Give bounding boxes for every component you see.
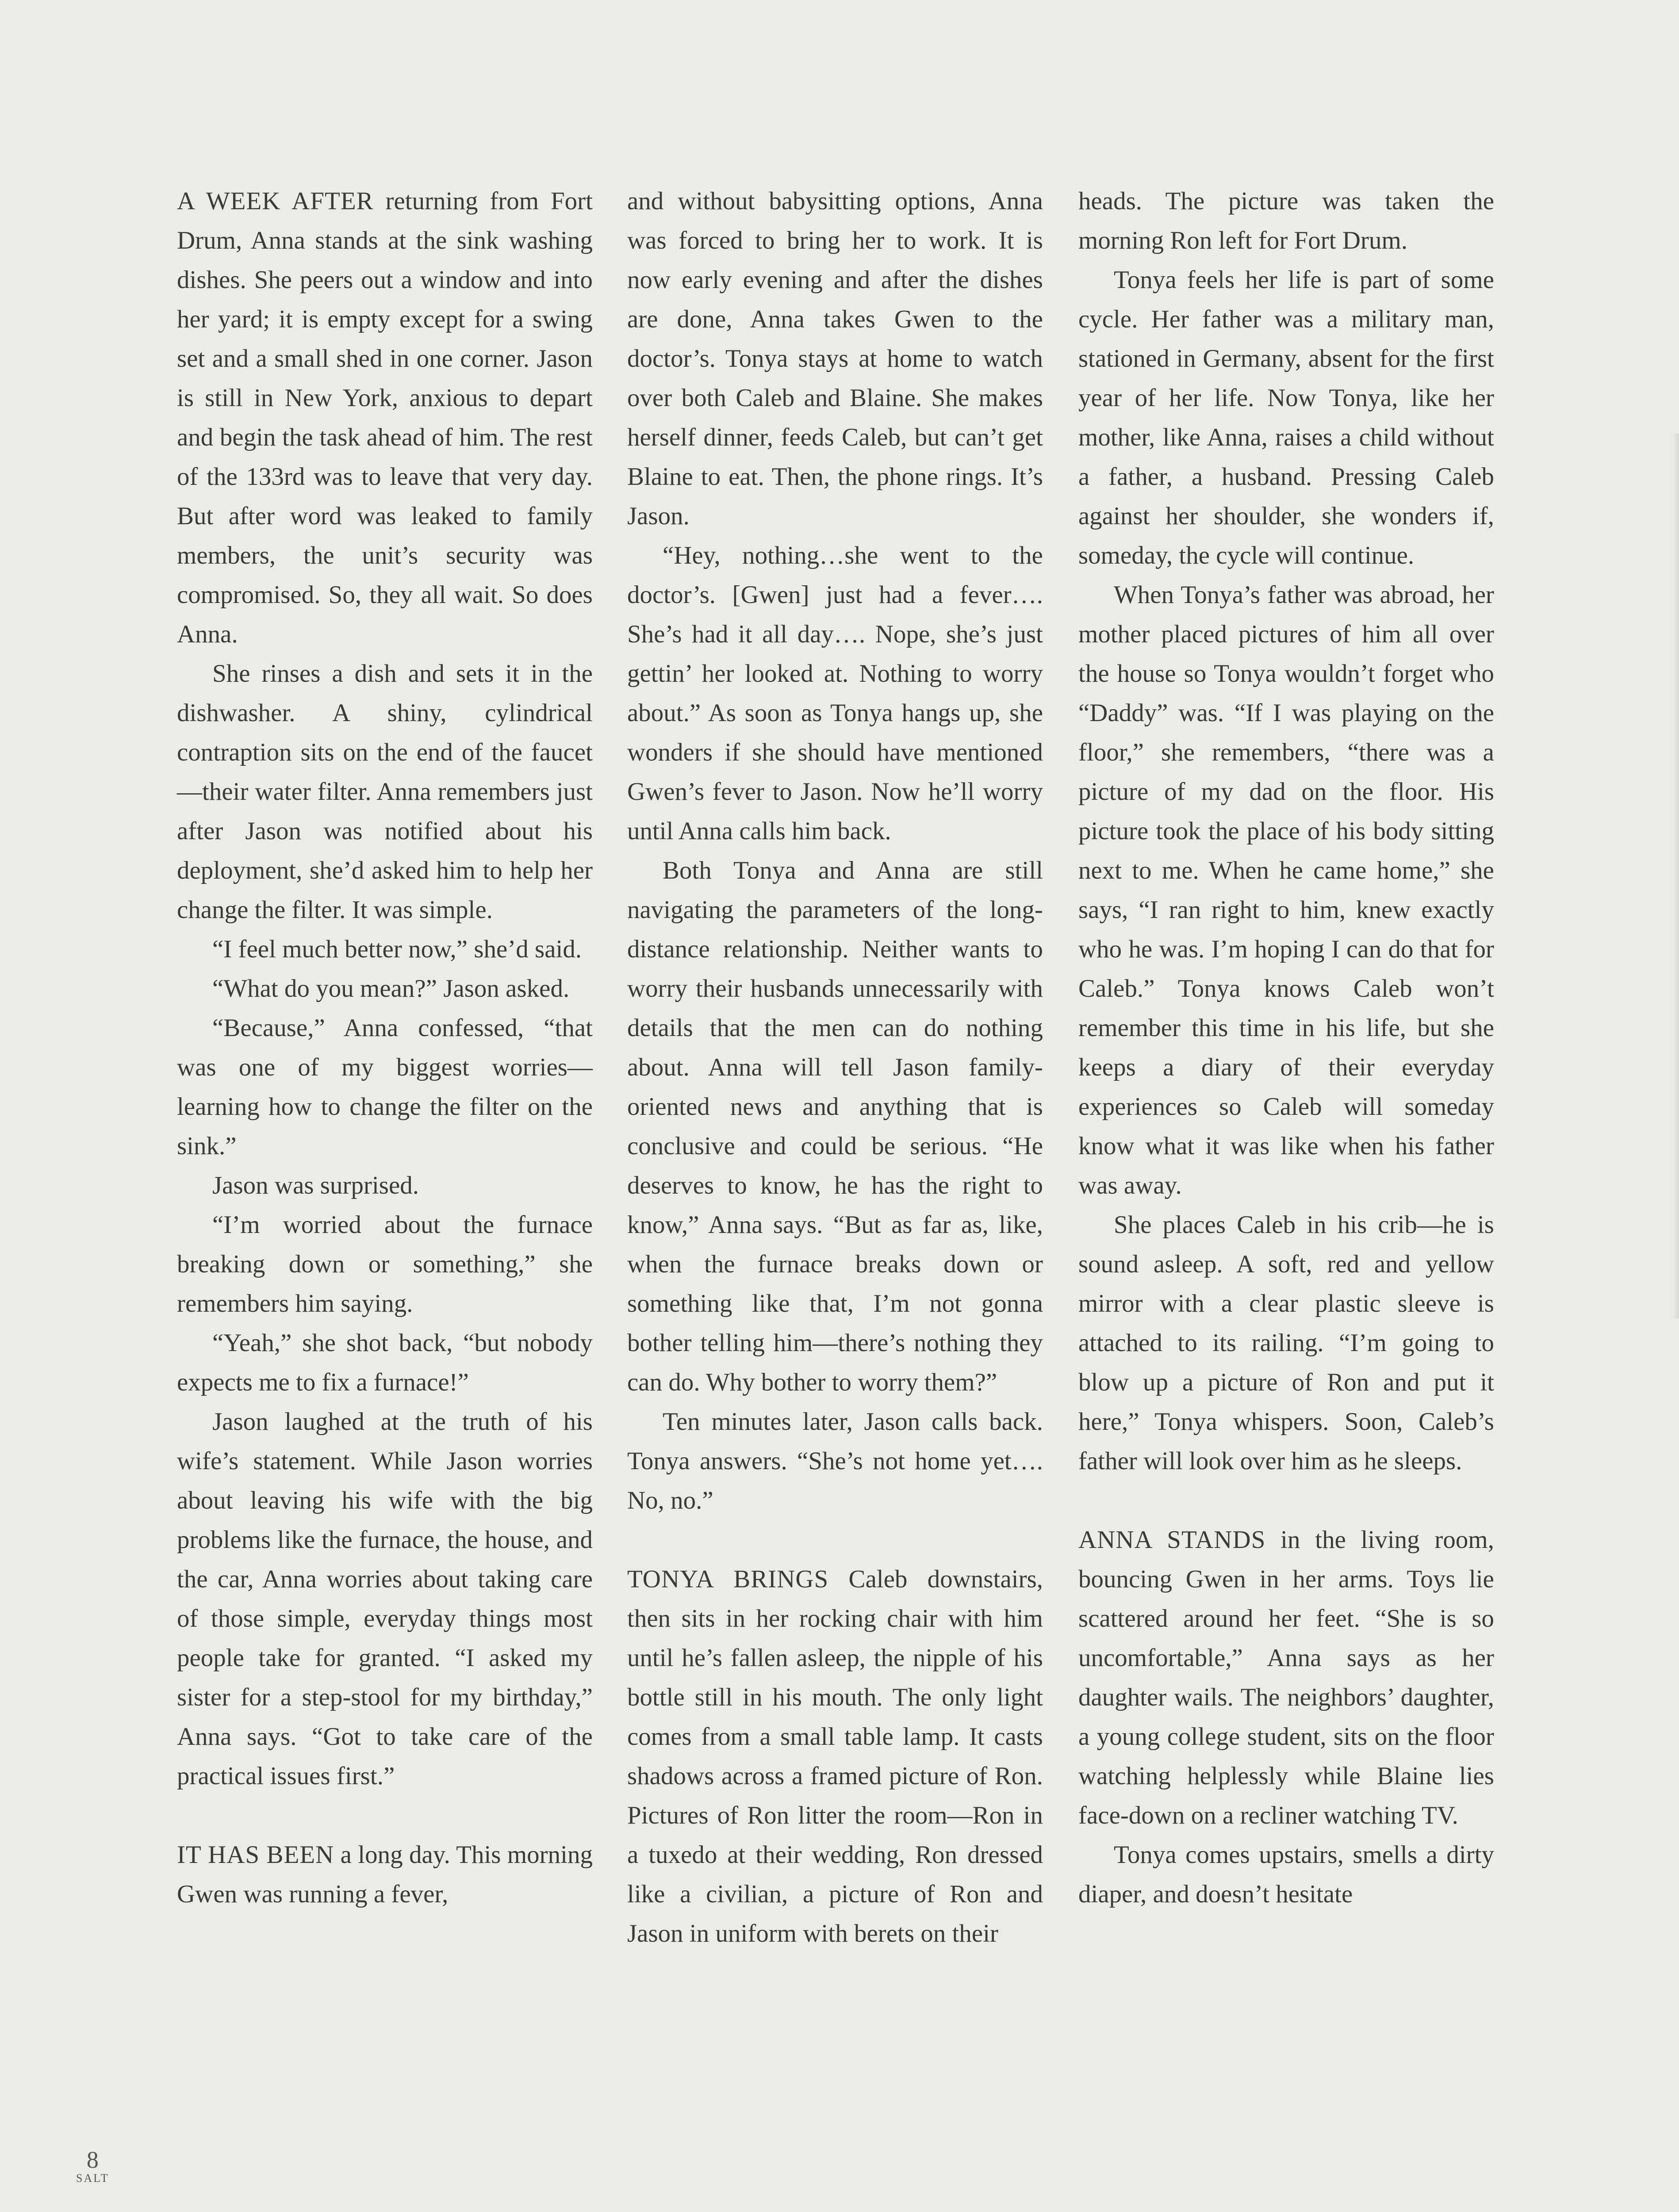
paragraph: Tonya comes upstairs, smells a dirty diaper, and doesn’t hesitate <box>1078 1841 1494 1908</box>
paragraph: Jason laughed at the truth of his wife’s statement. While Jason worries about leaving his wife with the big problems like the furnace, the house, and the car, Anna worries about taking care of those simple, everyday things most people take for granted. “I asked my sister for a step-stool for my birthday,” Anna says. “Got to take care of the practical issues first.” <box>177 1408 593 1790</box>
paragraph: “I’m worried about the furnace breaking down or something,” she remembers him saying. <box>177 1211 593 1317</box>
section-lead-in: TONYA BRINGS <box>627 1565 829 1593</box>
paragraph: ANNA STANDS in the living room, bouncing Gwen in her arms. Toys lie scattered around her feet. “She is so uncomfortable,” Anna says as her daughter wails. The neighbors’ daughter, a young college student, sits on the floor watching helplessly while Blaine lies face-down on a recliner watching TV. <box>1078 1526 1494 1829</box>
section-lead-in: A WEEK AFTER <box>177 187 374 215</box>
paragraph: She rinses a dish and sets it in the dishwasher. A shiny, cylindrical contraption sits on the end of the faucet—their water filter. Anna remembers just after Jason was notified about his deployment, she’d asked him to help her change the filter. It was simple. <box>177 660 593 924</box>
paragraph: IT HAS BEEN a long day. This morning Gwen was running a fever, <box>177 1841 593 1908</box>
page-folio <box>76 2148 109 2185</box>
paragraph: “I feel much better now,” she’d said. <box>212 935 582 963</box>
paragraph: TONYA BRINGS Caleb downstairs, then sits in her rocking chair with him until he’s fallen asleep, the nipple of his bottle still in his mouth. The only light comes from a small table lamp. It casts shadows across a framed picture of Ron. Pictures of Ron litter the room—Ron in a tuxedo at their wedding, Ron dressed like a civilian, a picture of Ron and Jason in uniform with berets on their <box>627 1565 1043 1947</box>
paragraph: When Tonya’s father was abroad, her mother placed pictures of him all over the house so Tonya wouldn’t forget who “Daddy” was. “If I was playing on the floor,” she remembers, “there was a picture of my dad on the floor. His picture took the place of his body sitting next to me. When he came home,” she says, “I ran right to him, knew exactly who he was. I’m hoping I can do that for Caleb.” Tonya knows Caleb won’t remember this time in his life, but she keeps a diary of their everyday experiences so Caleb will someday know what it was like when his father was away. <box>1078 581 1494 1199</box>
paragraph: Ten minutes later, Jason calls back. Tonya answers. “She’s not home yet…. No, no.” <box>627 1408 1043 1514</box>
paragraph: A WEEK AFTER returning from Fort Drum, Anna stands at the sink washing dishes. She peers out a window and into her yard; it is empty except for a swing set and a small shed in one corner. Jason is still in New York, anxious to depart and begin the task ahead of him. The rest of the 133rd was to leave that very day. But after word was leaked to family members, the unit’s security was compromised. So, they all wait. So does Anna. <box>177 187 593 648</box>
paragraph: Both Tonya and Anna are still navigating the parameters of the long-distance relationship. Neither wants to worry their husbands unnecessarily with details that the men can do nothing about. Anna will tell Jason family-oriented news and anything that is conclusive and could be serious. “He deserves to know, he has the right to know,” Anna says. “But as far as, like, when the furnace breaks down or something like that, I’m not gonna bother telling him—there’s nothing they can do. Why bother to worry them?” <box>627 856 1043 1396</box>
paragraph: “What do you mean?” Jason asked. <box>212 975 570 1002</box>
paragraph: “Because,” Anna confessed, “that was one of my biggest worries—learning how to change the filter on the sink.” <box>177 1014 593 1160</box>
paragraph: She places Caleb in his crib—he is sound asleep. A soft, red and yellow mirror with a clear plastic sleeve is attached to its railing. “I’m going to blow up a picture of Ron and put it here,” Tonya whispers. Soon, Caleb’s father will look over him as he sleeps. <box>1078 1211 1494 1475</box>
magazine-name: SALT <box>76 2172 109 2185</box>
paragraph: heads. The picture was taken the morning Ron left for Fort Drum. <box>1078 187 1494 254</box>
article-column-3 <box>1078 181 1494 1914</box>
page-edge-shadow <box>1673 434 1679 1318</box>
article-column-2 <box>627 181 1043 1953</box>
paragraph: “Hey, nothing…she went to the doctor’s. [Gwen] just had a fever…. She’s had it all day…. Nope, she’s just gettin’ her looked at. Nothing to worry about.” As soon as Tonya hangs up, she wonders if she should have mentioned Gwen’s fever to Jason. Now he’ll worry until Anna calls him back. <box>627 541 1043 845</box>
paragraph: Tonya feels her life is part of some cycle. Her father was a military man, stationed in Germany, absent for the first year of her life. Now Tonya, like her mother, like Anna, raises a child without a father, a husband. Pressing Caleb against her shoulder, she wonders if, someday, the cycle will continue. <box>1078 266 1494 569</box>
paragraph: “Yeah,” she shot back, “but nobody expects me to fix a furnace!” <box>177 1329 593 1396</box>
article-column-1 <box>177 181 593 1914</box>
paragraph: and without babysitting options, Anna was forced to bring her to work. It is now early evening and after the dishes are done, Anna takes Gwen to the doctor’s. Tonya stays at home to watch over both Caleb and Blaine. She makes herself dinner, feeds Caleb, but can’t get Blaine to eat. Then, the phone rings. It’s Jason. <box>627 187 1043 530</box>
paragraph: Jason was surprised. <box>212 1171 419 1199</box>
section-lead-in: ANNA STANDS <box>1078 1526 1266 1554</box>
page-number: 8 <box>86 2147 99 2173</box>
section-lead-in: IT HAS BEEN <box>177 1841 334 1869</box>
